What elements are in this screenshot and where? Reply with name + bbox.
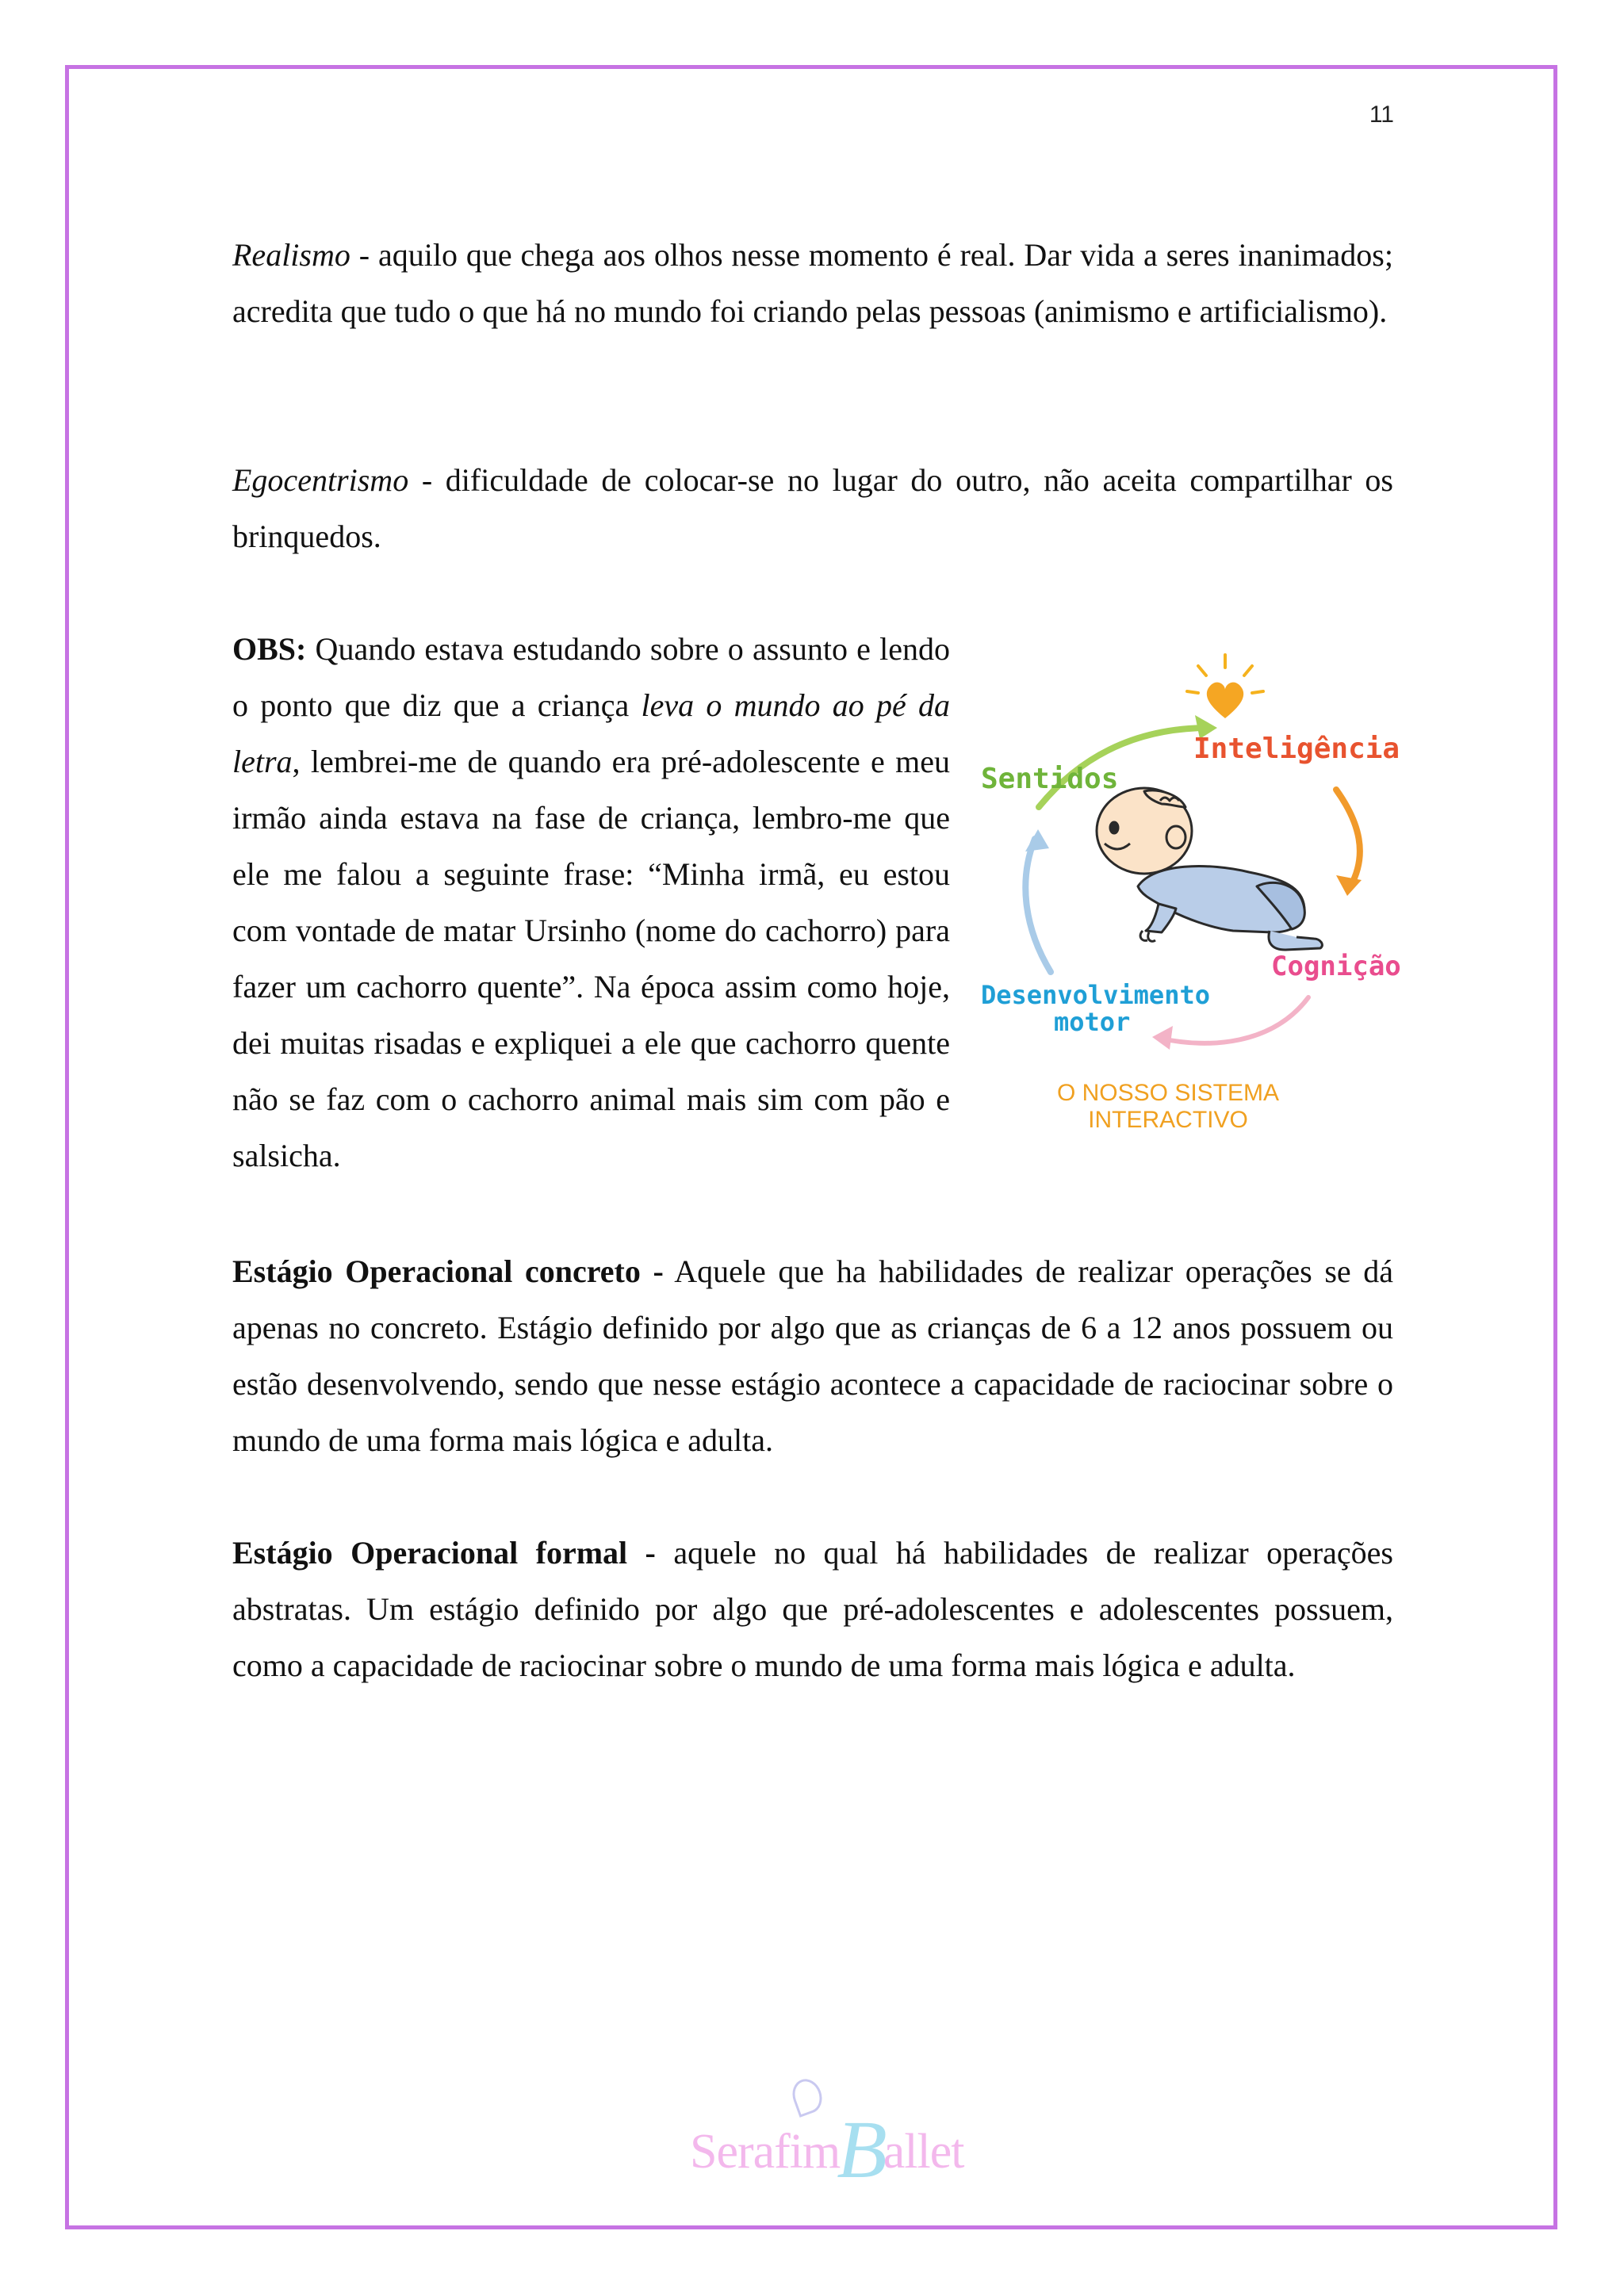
- paragraph-egocentrismo: [232, 452, 1393, 564]
- text-egocentrismo: - dificuldade de colocar-se no lugar do outro, não aceita compartilhar os brinquedos.: [232, 462, 1393, 554]
- arrowhead-orange: [1336, 875, 1362, 896]
- figure-caption-line1: O NOSSO SISTEMA: [1056, 1080, 1280, 1106]
- page-number: 11: [1369, 101, 1394, 128]
- paragraph-realismo: [232, 227, 1393, 339]
- label-inteligencia: Inteligência: [1193, 733, 1400, 765]
- crawling-baby-illustration: [1097, 788, 1322, 950]
- term-operacional-formal: Estágio Operacional formal -: [232, 1535, 656, 1571]
- term-egocentrismo: Egocentrismo: [232, 462, 409, 498]
- arrow-desenvolvimento-to-sentidos: [1025, 839, 1051, 972]
- text-operacional-concreto: Aquele que ha habilidades de realizar operações se dá apenas no concreto. Estágio definido por algo que as crianças de 6 a 12 anos possuem ou estão desenvolvendo, sendo que nesse estágio acontece a capacidade de raciocinar sobre o mundo de uma forma mais lógica e adulta.: [232, 1253, 1394, 1458]
- sun-heart-icon: [1187, 655, 1263, 718]
- text-operacional-formal: aquele no qual há habilidades de realizar operações abstratas. Um estágio definido por algo que pré-adolescentes e adolescentes possuem, como a capacidade de raciocinar sobre o mundo de uma forma mais lógica e adulta.: [232, 1535, 1394, 1683]
- logo-text-allet: allet: [883, 2125, 964, 2179]
- obs-text-2: , lembrei-me de quando era pré-adolescente e meu irmão ainda estava na fase de criança, lembro-me que ele me falou a seguinte frase: “Minha irmã, eu estou com vontade de matar Ursinho (nome do cachorro) para fazer um cachorro quente”. Na época assim como hoje, dei muitas risadas e expliquei a ele que cachorro quente não se faz com o cachorro animal mais sim com pão e salsicha.: [232, 744, 950, 1173]
- term-operacional-concreto: Estágio Operacional concreto -: [232, 1253, 664, 1289]
- obs-italic: leva o mundo ao pé da letra: [232, 687, 950, 779]
- label-sentidos: Sentidos: [981, 763, 1119, 795]
- obs-text-1: Quando estava estudando sobre o assunto e lendo o ponto que diz que a criança: [232, 631, 950, 723]
- obs-label: OBS:: [232, 631, 307, 667]
- serafim-ballet-logo: [690, 2093, 964, 2195]
- paragraph-operacional-concreto: [232, 1243, 1393, 1468]
- arrowhead-pink: [1152, 1026, 1173, 1050]
- term-realismo: Realismo: [232, 237, 350, 273]
- arrowhead-blue: [1025, 829, 1049, 851]
- figure-svg: [971, 649, 1415, 1156]
- figure-caption-line2: INTERACTIVO: [1088, 1107, 1248, 1133]
- paragraph-obs: [232, 621, 950, 1184]
- label-motor: motor: [1054, 1007, 1131, 1037]
- interactive-system-figure: [971, 649, 1415, 1156]
- label-cognicao: Cognição: [1271, 951, 1401, 982]
- text-realismo: - aquilo que chega aos olhos nesse momento é real. Dar vida a seres inanimados; acredita que tudo o que há no mundo foi criando pelas pessoas (animismo e artificialismo).: [232, 237, 1393, 329]
- logo-text-serafim: Serafim: [690, 2125, 841, 2179]
- label-desenvolvimento: Desenvolvimento: [981, 980, 1210, 1010]
- arrow-inteligencia-to-cognicao: [1336, 790, 1360, 886]
- paragraph-operacional-formal: [232, 1525, 1393, 1693]
- logo-big-b: B: [837, 2104, 887, 2195]
